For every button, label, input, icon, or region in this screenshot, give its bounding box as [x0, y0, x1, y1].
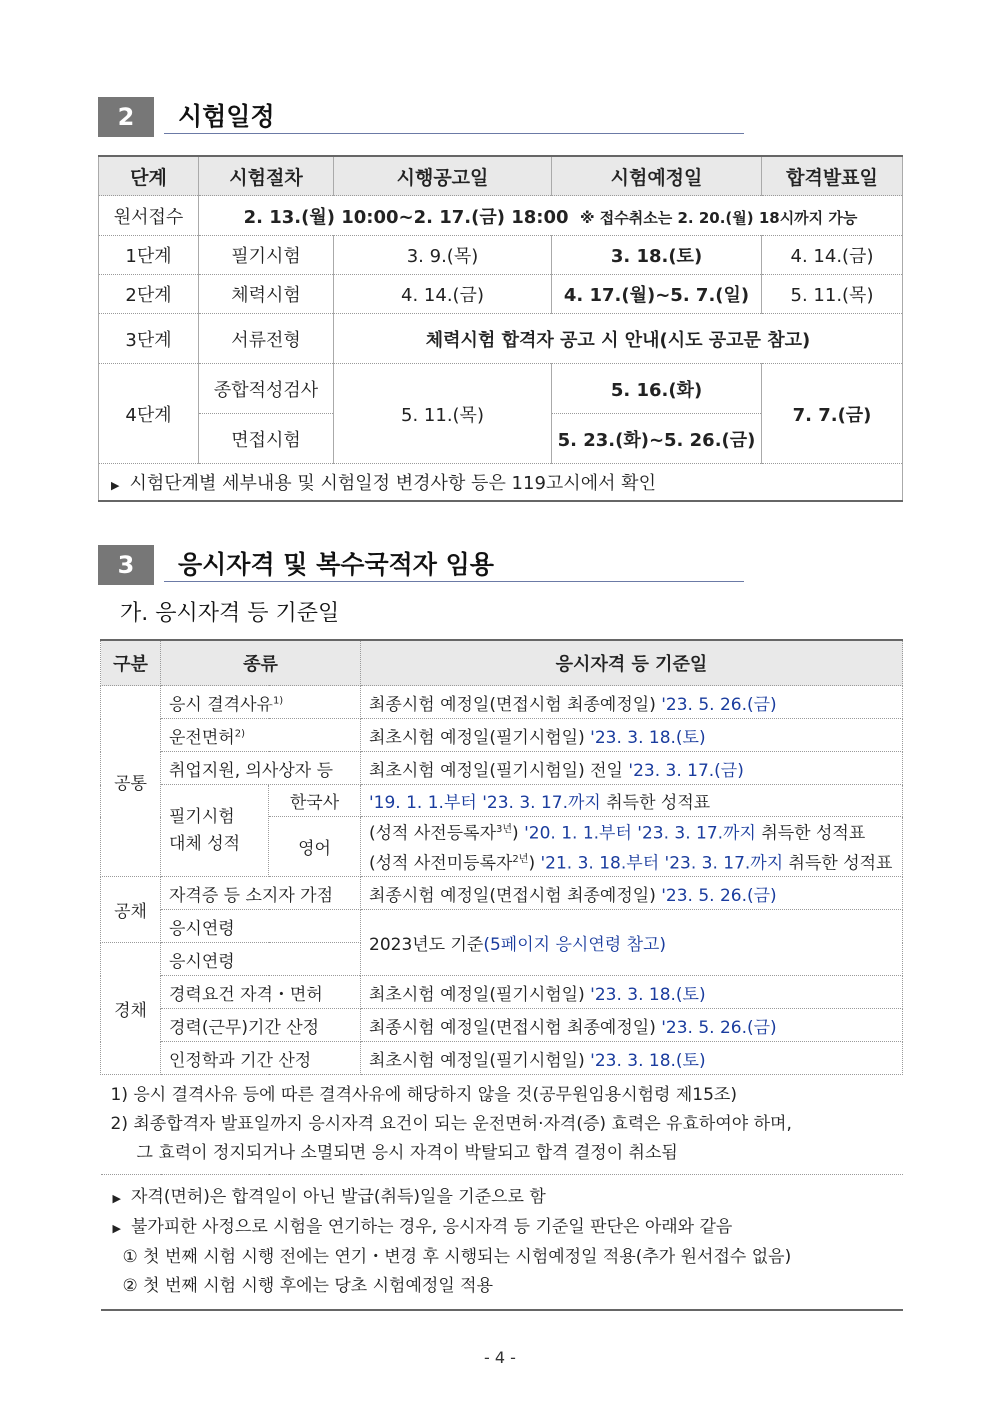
base-text: 최종시험 예정일(면접시험 최종예정일)	[369, 1017, 656, 1038]
schedule-note-text: 시험단계별 세부내용 및 시험일정 변경사항 등은 119고시에서 확인	[129, 472, 656, 494]
base-date: '23. 3. 18.(토)	[590, 1050, 706, 1071]
note-subitem: ① 첫 번째 시험 시행 전에는 연기・변경 후 시행되는 시험예정일 적용(추가 원서접수 없음)	[122, 1247, 792, 1268]
triangle-bullet-icon: ▶	[112, 1192, 121, 1206]
reception-period-cell	[199, 196, 903, 236]
col-header: 시험절차	[199, 156, 334, 196]
base-text: 취득한 성적표	[606, 793, 711, 813]
base-text: 취득한 성적표	[761, 823, 866, 844]
section-number: 2	[98, 97, 154, 137]
base-date: '23. 3. 18.(토)	[590, 984, 706, 1005]
base-text: )	[512, 823, 519, 844]
type-cell: 응시연령	[161, 943, 361, 976]
procedure-cell: 면접시험	[199, 414, 334, 464]
type-cell: 인정학과 기간 산정	[161, 1042, 361, 1075]
notes-row	[101, 1175, 903, 1311]
exam-date-cell: 4. 17.(월)∼5. 7.(일)	[552, 275, 762, 314]
base-text: 최초시험 예정일(필기시험일)	[369, 727, 585, 748]
base-text: )	[528, 853, 536, 874]
base-date: '23. 5. 26.(금)	[661, 885, 777, 906]
category-cell: 공채	[101, 877, 161, 943]
col-header: 시험예정일	[552, 156, 762, 196]
page-number: - 4 -	[484, 1348, 516, 1367]
type-label: 운전면허	[169, 727, 235, 748]
section-title: 시험일정	[178, 102, 275, 131]
base-date-cell	[361, 1042, 903, 1075]
procedure-cell: 종합적성검사	[199, 364, 334, 414]
base-text: (성적 사전미등록자	[369, 853, 513, 874]
schedule-table	[98, 155, 903, 502]
exam-date-cell: 3. 18.(토)	[552, 236, 762, 275]
date-range: '19. 1. 1.부터 '23. 3. 17.까지	[369, 793, 601, 813]
table-row	[101, 976, 903, 1009]
base-date-cell	[361, 752, 903, 785]
base-date-cell	[361, 976, 903, 1009]
date-range: '20. 1. 1.부터 '23. 3. 17.까지	[524, 823, 756, 844]
type-label: 필기시험	[169, 806, 235, 827]
table-row	[99, 236, 903, 275]
subtype-cell: 영어	[269, 817, 361, 877]
cancel-note: ※ 접수취소는 2. 20.(월) 18시까지 가능	[579, 208, 858, 227]
table-row	[101, 785, 903, 817]
subtype-cell: 한국사	[269, 785, 361, 817]
table-header-row	[101, 640, 903, 686]
footnotes	[101, 1075, 903, 1175]
base-date-cell	[361, 817, 903, 877]
stage-cell: 1단계	[99, 236, 199, 275]
base-date-cell	[361, 686, 903, 719]
schedule-note	[99, 464, 903, 501]
table-note-row	[99, 464, 903, 501]
table-row	[101, 1042, 903, 1075]
table-row	[101, 719, 903, 752]
note-text: 불가피한 사정으로 시험을 연기하는 경우, 응시자격 등 기준일 판단은 아래와 같음	[130, 1217, 733, 1238]
base-text: 최초시험 예정일(필기시험일)	[369, 984, 585, 1005]
col-header: 구분	[101, 640, 161, 686]
note-item	[113, 1183, 891, 1213]
base-date: '23. 3. 17.(금)	[628, 760, 744, 781]
footnote-continued: 그 효력이 정지되거나 소멸되면 응시 자격이 박탈되고 합격 결정이 취소됨	[136, 1143, 678, 1164]
base-text: 취득한 성적표	[788, 853, 893, 874]
table-row	[99, 314, 903, 364]
notice-date-cell: 5. 11.(목)	[334, 364, 552, 464]
reception-period: 2. 13.(월) 10:00∼2. 17.(금) 18:00	[243, 206, 569, 228]
base-text: 최종시험 예정일(면접시험 최종예정일)	[369, 885, 656, 906]
type-label: 응시 결격사유	[169, 694, 273, 715]
type-cell: 취업지원, 의사상자 등	[161, 752, 361, 785]
base-text: 2023년도 기준	[369, 935, 484, 956]
table-row	[99, 364, 903, 414]
base-text: 최초시험 예정일(필기시험일)	[369, 1050, 585, 1071]
stage-cell: 원서접수	[99, 196, 199, 236]
type-cell: 경력(근무)기간 산정	[161, 1009, 361, 1042]
exam-date-cell: 5. 23.(화)∼5. 26.(금)	[552, 414, 762, 464]
triangle-bullet-icon: ▶	[111, 478, 120, 492]
triangle-bullet-icon: ▶	[112, 1222, 121, 1236]
col-header: 단계	[99, 156, 199, 196]
result-date-cell: 5. 11.(목)	[762, 275, 903, 314]
section-underline	[164, 581, 744, 582]
category-cell: 공통	[101, 686, 161, 877]
table-row	[101, 877, 903, 910]
table-row	[99, 275, 903, 314]
notes	[101, 1175, 903, 1311]
base-date-cell	[361, 910, 903, 976]
base-text: 최초시험 예정일(필기시험일) 전일	[369, 760, 623, 781]
result-date-cell: 7. 7.(금)	[762, 364, 903, 464]
base-date: '23. 5. 26.(금)	[661, 694, 777, 715]
footnote: 2) 최종합격자 발표일까지 응시자격 요건이 되는 운전면허·자격(증) 효력은 유효하여야 하며,	[110, 1114, 792, 1135]
base-date-cell	[361, 1009, 903, 1042]
footnote-marker: 1)	[272, 694, 284, 706]
type-cell	[161, 686, 361, 719]
note-subitem: ② 첫 번째 시험 시행 후에는 당초 시험예정일 적용	[122, 1276, 493, 1297]
stage-cell: 2단계	[99, 275, 199, 314]
table-row	[101, 752, 903, 785]
table-row	[101, 686, 903, 719]
table-row	[101, 910, 903, 943]
col-header: 시행공고일	[334, 156, 552, 196]
notice-date-cell: 3. 9.(목)	[334, 236, 552, 275]
exam-date-cell: 5. 16.(화)	[552, 364, 762, 414]
section-title: 응시자격 및 복수국적자 임용	[178, 550, 494, 579]
result-date-cell: 4. 14.(금)	[762, 236, 903, 275]
base-date: '23. 3. 18.(토)	[590, 727, 706, 748]
base-date-cell	[361, 719, 903, 752]
category-cell: 경채	[101, 943, 161, 1075]
footnotes-row	[101, 1075, 903, 1175]
base-text: (성적 사전등록자	[369, 823, 496, 844]
col-header: 응시자격 등 기준일	[361, 640, 903, 686]
col-header: 종류	[161, 640, 361, 686]
base-date: '23. 5. 26.(금)	[661, 1017, 777, 1038]
table-row	[101, 1009, 903, 1042]
stage-cell: 4단계	[99, 364, 199, 464]
note-text: 자격(면허)은 합격일이 아닌 발급(취득)일을 기준으로 함	[130, 1187, 546, 1208]
date-range: '21. 3. 18.부터 '23. 3. 17.까지	[540, 853, 784, 874]
notice-date-cell: 4. 14.(금)	[334, 275, 552, 314]
table-row	[99, 196, 903, 236]
type-cell: 자격증 등 소지자 가점	[161, 877, 361, 910]
base-text: 최종시험 예정일(면접시험 최종예정일)	[369, 694, 656, 715]
note-item	[113, 1213, 891, 1243]
section-underline	[164, 133, 744, 134]
footnote: 1) 응시 결격사유 등에 따른 결격사유에 해당하지 않을 것(공무원임용시험령 제15조)	[110, 1085, 737, 1106]
subsection-title: 가. 응시자격 등 기준일	[120, 601, 340, 626]
col-header: 합격발표일	[762, 156, 903, 196]
base-date-cell	[361, 785, 903, 817]
base-date-cell	[361, 877, 903, 910]
stage-cell: 3단계	[99, 314, 199, 364]
procedure-cell: 서류전형	[199, 314, 334, 364]
criteria-table	[100, 639, 903, 1311]
type-cell: 경력요건 자격・면허	[161, 976, 361, 1009]
footnote-marker: 2)	[234, 727, 245, 739]
type-label: 대체 성적	[169, 833, 241, 854]
superscript: 2년	[512, 853, 529, 865]
type-cell: 응시연령	[161, 910, 361, 943]
reference-link: (5페이지 응시연령 참고)	[483, 935, 667, 956]
type-cell	[161, 719, 361, 752]
table-header-row	[99, 156, 903, 196]
procedure-cell: 체력시험	[199, 275, 334, 314]
type-cell	[161, 785, 269, 877]
section-number: 3	[98, 545, 154, 585]
document-screening-info: 체력시험 합격자 공고 시 안내(시도 공고문 참고)	[334, 314, 903, 364]
superscript: 3년	[496, 824, 513, 835]
procedure-cell: 필기시험	[199, 236, 334, 275]
